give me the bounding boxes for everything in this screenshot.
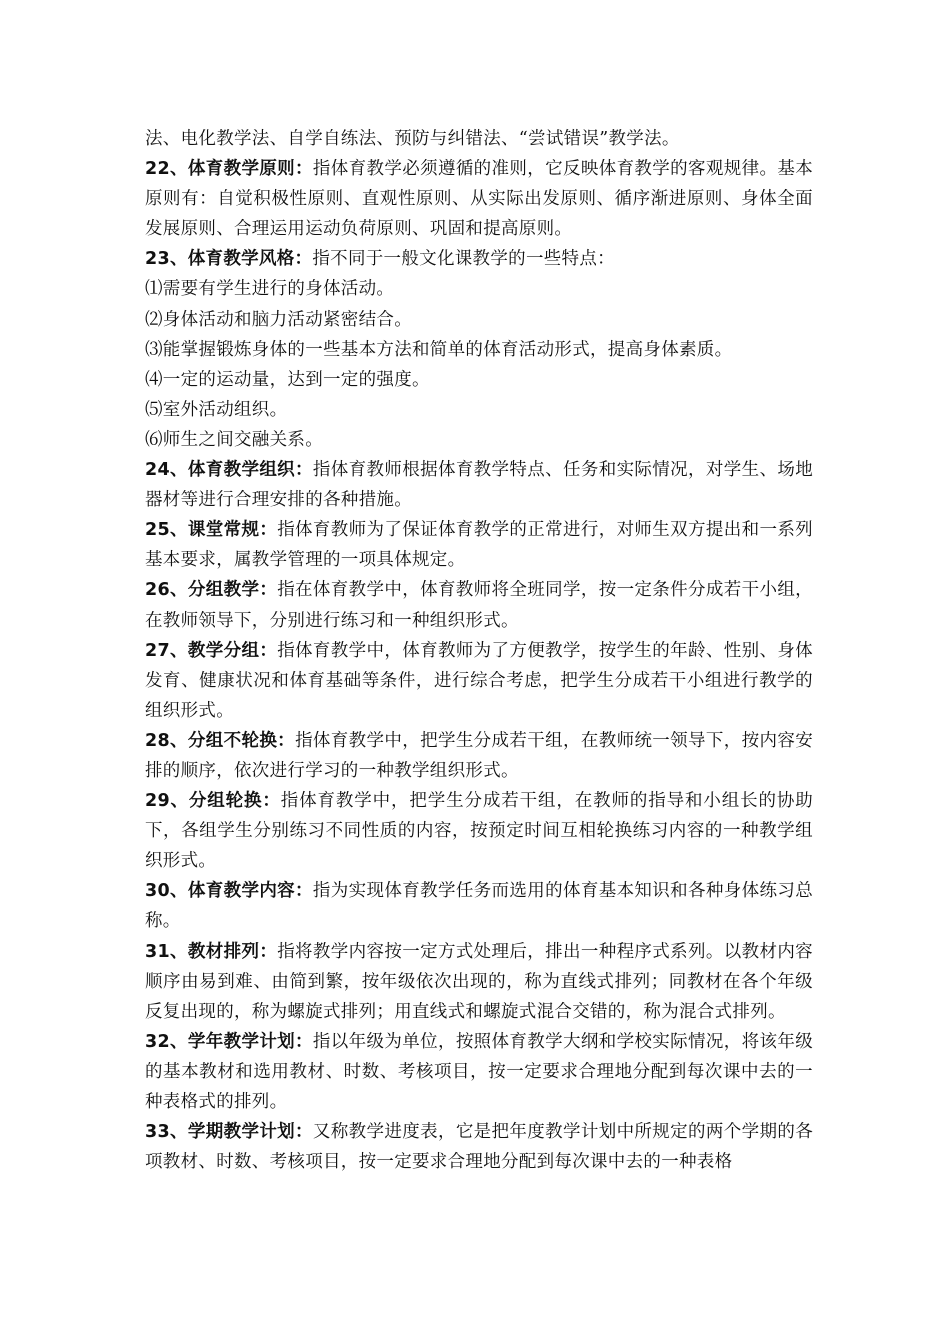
paragraph-text: 指体育教学必须遵循的准则，它反映体育教学的客观规律。基本原则有：自觉积极性原则、直观性原则、从实际出发原则、循序渐进原则、身体全面发展原则、合理运用运动负荷原则、巩固和提高原则。	[145, 159, 813, 240]
term-heading: 31、教材排列：	[145, 941, 278, 962]
paragraph	[145, 575, 813, 635]
paragraph	[145, 786, 813, 876]
list-item	[145, 365, 813, 395]
paragraph	[145, 455, 813, 515]
paragraph-text: ⑸室外活动组织。	[145, 399, 288, 420]
list-item	[145, 274, 813, 304]
paragraph-text: 指体育教师根据体育教学特点、任务和实际情况，对学生、场地器材等进行合理安排的各种措施。	[145, 460, 813, 511]
paragraph	[145, 244, 813, 274]
paragraph-text: ⑷一定的运动量，达到一定的强度。	[145, 369, 430, 390]
term-heading: 33、学期教学计划：	[145, 1122, 313, 1143]
paragraph	[145, 1117, 813, 1177]
paragraph	[145, 876, 813, 936]
term-heading: 32、学年教学计划：	[145, 1031, 313, 1052]
term-heading: 26、分组教学：	[145, 580, 278, 601]
term-heading: 29、分组轮换：	[145, 791, 281, 812]
term-heading: 25、课堂常规：	[145, 520, 278, 541]
list-item	[145, 305, 813, 335]
paragraph-text: 指为实现体育教学任务而选用的体育基本知识和各种身体练习总称。	[145, 881, 813, 932]
list-item	[145, 425, 813, 455]
paragraph-text: 指体育教学中，把学生分成若干组，在教师的指导和小组长的协助下，各组学生分别练习不同性质的内容，按预定时间互相轮换练习内容的一种教学组织形式。	[145, 791, 813, 872]
term-heading: 23、体育教学风格：	[145, 249, 313, 270]
paragraph-text: ⑵身体活动和脑力活动紧密结合。	[145, 309, 412, 330]
term-heading: 24、体育教学组织：	[145, 460, 313, 481]
paragraph	[145, 154, 813, 244]
paragraph-text: 法、电化教学法、自学自练法、预防与纠错法、“尝试错误”教学法。	[145, 129, 680, 149]
list-item	[145, 335, 813, 365]
paragraph	[145, 515, 813, 575]
term-heading: 30、体育教学内容：	[145, 881, 313, 902]
paragraph	[145, 636, 813, 726]
paragraph-text: 指在体育教学中，体育教师将全班同学，按一定条件分成若干小组，在教师领导下，分别进行练习和一种组织形式。	[145, 580, 813, 631]
paragraph-text: ⑹师生之间交融关系。	[145, 429, 323, 450]
list-item	[145, 395, 813, 425]
paragraph	[145, 937, 813, 1027]
paragraph-text: 指体育教学中，把学生分成若干组，在教师统一领导下，按内容安排的顺序，依次进行学习的一种教学组织形式。	[145, 730, 813, 781]
term-heading: 22、体育教学原则：	[145, 159, 313, 180]
paragraph-text: 指以年级为单位，按照体育教学大纲和学校实际情况，将该年级的基本教材和选用教材、时数、考核项目，按一定要求合理地分配到每次课中去的一种表格式的排列。	[145, 1031, 813, 1112]
term-heading: 27、教学分组：	[145, 640, 278, 661]
paragraph-text: ⑴需要有学生进行的身体活动。	[145, 279, 395, 300]
term-heading: 28、分组不轮换：	[145, 730, 296, 751]
paragraph-text: 又称教学进度表，它是把年度教学计划中所规定的两个学期的各项教材、时数、考核项目，按一定要求合理地分配到每次课中去的一种表格	[145, 1122, 813, 1173]
document-body	[145, 124, 813, 1177]
paragraph-text: 指不同于一般文化课教学的一些特点：	[312, 249, 615, 270]
paragraph	[145, 726, 813, 786]
paragraph-text: 指将教学内容按一定方式处理后，排出一种程序式系列。以教材内容顺序由易到难、由简到繁，按年级依次出现的，称为直线式排列；同教材在各个年级反复出现的，称为螺旋式排列；用直线式和螺旋式混合交错的，称为混合式排列。	[145, 941, 813, 1022]
paragraph-text: 指体育教学中，体育教师为了方便教学，按学生的年龄、性别、身体发育、健康状况和体育基础等条件，进行综合考虑，把学生分成若干小组进行教学的组织形式。	[145, 640, 813, 721]
paragraph	[145, 124, 813, 154]
paragraph-text: ⑶能掌握锻炼身体的一些基本方法和简单的体育活动形式，提高身体素质。	[145, 339, 733, 360]
paragraph	[145, 1027, 813, 1117]
paragraph-text: 指体育教师为了保证体育教学的正常进行，对师生双方提出和一系列基本要求，属教学管理的一项具体规定。	[145, 520, 813, 571]
